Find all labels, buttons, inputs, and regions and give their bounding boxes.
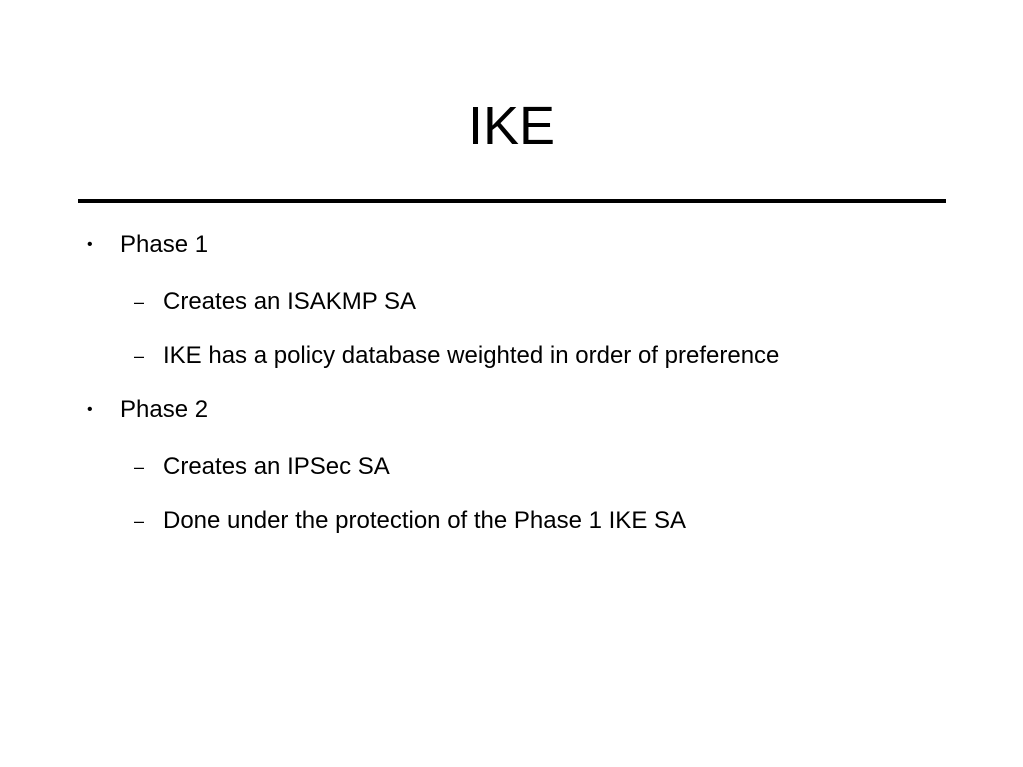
sub-bullet-item xyxy=(134,506,687,536)
slide-title: IKE xyxy=(467,96,556,156)
bullet-item-phase-1 xyxy=(87,230,209,260)
sub-bullet-text: Creates an IPSec SA xyxy=(163,453,390,480)
sub-bullet-item xyxy=(134,452,390,482)
bullet-dot-icon: • xyxy=(87,401,93,418)
sub-bullet-text: IKE has a policy database weighted in order of preference xyxy=(163,342,780,369)
bullet-dot-icon: • xyxy=(87,236,93,253)
sub-bullet-item xyxy=(134,341,780,371)
title-divider xyxy=(78,199,946,203)
dash-icon: – xyxy=(134,457,145,477)
sub-bullet-text: Done under the protection of the Phase 1 IKE SA xyxy=(163,507,687,534)
sub-bullet-text: Creates an ISAKMP SA xyxy=(163,288,417,315)
bullet-text: Phase 1 xyxy=(120,231,209,258)
bullet-item-phase-2 xyxy=(87,395,209,425)
dash-icon: – xyxy=(134,511,145,531)
bullet-text: Phase 2 xyxy=(120,396,209,423)
dash-icon: – xyxy=(134,292,145,312)
dash-icon: – xyxy=(134,346,145,366)
sub-bullet-item xyxy=(134,287,417,317)
